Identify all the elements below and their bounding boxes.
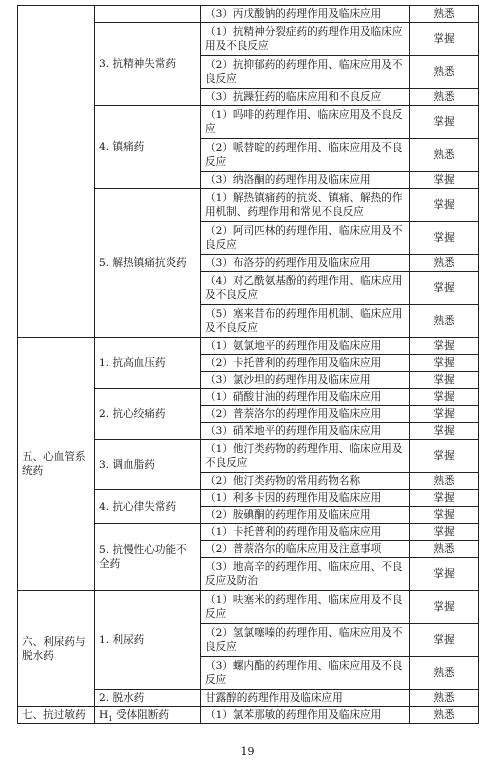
requirement-cell: 掌握	[410, 172, 479, 189]
item-cell: （2）胺碘酮的药理作用及临床应用	[201, 507, 410, 524]
requirement-cell: 掌握	[410, 389, 479, 406]
requirement-cell: 掌握	[410, 189, 479, 222]
item-cell: （1）吗啡的药理作用、临床应用及不良反应	[201, 106, 410, 139]
requirement-cell: 掌握	[410, 524, 479, 541]
category-cell: 1. 利尿药	[95, 591, 201, 690]
category-cell: 3. 抗精神失常药	[95, 23, 201, 106]
category-cell: 2. 抗心绞痛药	[95, 389, 201, 440]
requirement-cell: 掌握	[410, 591, 479, 624]
requirement-cell: 掌握	[410, 338, 479, 355]
requirement-cell: 掌握	[410, 106, 479, 139]
category-cell: 4. 抗心律失常药	[95, 490, 201, 524]
subscript: 1	[108, 715, 113, 724]
item-cell: （2）普萘洛尔的临床应用及注意事项	[201, 541, 410, 558]
section-cell: 六、利尿药与脱水药	[18, 591, 95, 707]
category-cell: 3. 调血脂药	[95, 440, 201, 490]
requirement-cell: 熟悉	[410, 89, 479, 106]
requirement-cell: 掌握	[410, 440, 479, 473]
category-text: 受体阻断药	[112, 709, 170, 721]
item-cell: （2）抗抑郁药的药理作用、临床应用及不良反应	[201, 56, 410, 89]
requirement-cell: 熟悉	[410, 657, 479, 690]
item-cell: （4）对乙酰氨基酚的药理作用、临床应用及不良反应	[201, 272, 410, 305]
category-text: H	[99, 709, 109, 721]
item-cell: （1）利多卡因的药理作用及临床应用	[201, 490, 410, 507]
item-cell: （3）丙戊酸钠的药理作用及临床应用	[201, 6, 410, 23]
table-row	[18, 591, 479, 624]
category-cell	[95, 707, 201, 724]
requirement-cell: 掌握	[410, 507, 479, 524]
requirement-cell: 掌握	[410, 624, 479, 657]
section-cell: 七、抗过敏药	[18, 707, 95, 724]
section-cell: 五、心血管系统药	[18, 338, 95, 591]
item-cell: （2）普萘洛尔的药理作用及临床应用	[201, 406, 410, 423]
category-cell: 4. 镇痛药	[95, 106, 201, 189]
requirement-cell: 掌握	[410, 23, 479, 56]
item-cell: （2）阿司匹林的药理作用、临床应用及不良反应	[201, 222, 410, 255]
item-cell: （1）抗精神分裂症药的药理作用及临床应用及不良反应	[201, 23, 410, 56]
requirement-cell: 熟悉	[410, 707, 479, 724]
requirement-cell: 掌握	[410, 372, 479, 389]
requirement-cell: 掌握	[410, 490, 479, 507]
item-cell: 甘露醇的药理作用及临床应用	[201, 690, 410, 707]
category-cell: 5. 解热镇痛抗炎药	[95, 189, 201, 338]
item-cell: （3）硝苯地平的药理作用及临床应用	[201, 423, 410, 440]
table-row	[18, 338, 479, 355]
requirement-cell: 熟悉	[410, 6, 479, 23]
item-cell: （3）螺内酯的药理作用、临床应用及不良反应	[201, 657, 410, 690]
item-cell: （1）卡托普利的药理作用及临床应用	[201, 524, 410, 541]
table-row	[18, 707, 479, 724]
requirement-cell: 熟悉	[410, 473, 479, 490]
category-cell: 1. 抗高血压药	[95, 338, 201, 389]
category-cell: 2. 脱水药	[95, 690, 201, 707]
requirement-cell: 熟悉	[410, 56, 479, 89]
item-cell: （2）卡托普利的药理作用及临床应用	[201, 355, 410, 372]
item-cell: （2）他汀类药物的常用药物名称	[201, 473, 410, 490]
item-cell: （5）塞来昔布的药理作用机制、临床应用及不良反应	[201, 305, 410, 338]
requirement-cell: 掌握	[410, 558, 479, 591]
item-cell: （2）哌替啶的药理作用、临床应用及不良反应	[201, 139, 410, 172]
category-cell	[95, 6, 201, 23]
requirement-cell: 掌握	[410, 272, 479, 305]
requirement-cell: 掌握	[410, 222, 479, 255]
item-cell: （3）布洛芬的药理作用及临床应用	[201, 255, 410, 272]
requirement-cell: 掌握	[410, 406, 479, 423]
item-cell: （3）氯沙坦的药理作用及临床应用	[201, 372, 410, 389]
item-cell: （3）抗躁狂药的临床应用和不良反应	[201, 89, 410, 106]
item-cell: （1）解热镇痛药的抗炎、镇痛、解热的作用机制、药理作用和常见不良反应	[201, 189, 410, 222]
item-cell: （3）纳洛酮的药理作用及临床应用	[201, 172, 410, 189]
requirement-cell: 熟悉	[410, 690, 479, 707]
item-cell: （1）氯苯那敏的药理作用及临床应用	[201, 707, 410, 724]
syllabus-table	[17, 5, 479, 724]
table-row	[18, 6, 479, 23]
item-cell: （1）呋塞米的药理作用、临床应用及不良反应	[201, 591, 410, 624]
item-cell: （1）氨氯地平的药理作用及临床应用	[201, 338, 410, 355]
requirement-cell: 熟悉	[410, 541, 479, 558]
section-cell	[18, 6, 95, 338]
item-cell: （2）氢氯噻嗪的药理作用、临床应用及不良反应	[201, 624, 410, 657]
requirement-cell: 熟悉	[410, 139, 479, 172]
category-cell: 5. 抗慢性心功能不全药	[95, 524, 201, 591]
requirement-cell: 掌握	[410, 355, 479, 372]
page-number: 19	[240, 745, 255, 758]
item-cell: （1）硝酸甘油的药理作用及临床应用	[201, 389, 410, 406]
requirement-cell: 熟悉	[410, 255, 479, 272]
requirement-cell: 掌握	[410, 423, 479, 440]
requirement-cell: 熟悉	[410, 305, 479, 338]
item-cell: （1）他汀类药物的药理作用、临床应用及不良反应	[201, 440, 410, 473]
item-cell: （3）地高辛的药理作用、临床应用、不良反应及防治	[201, 558, 410, 591]
